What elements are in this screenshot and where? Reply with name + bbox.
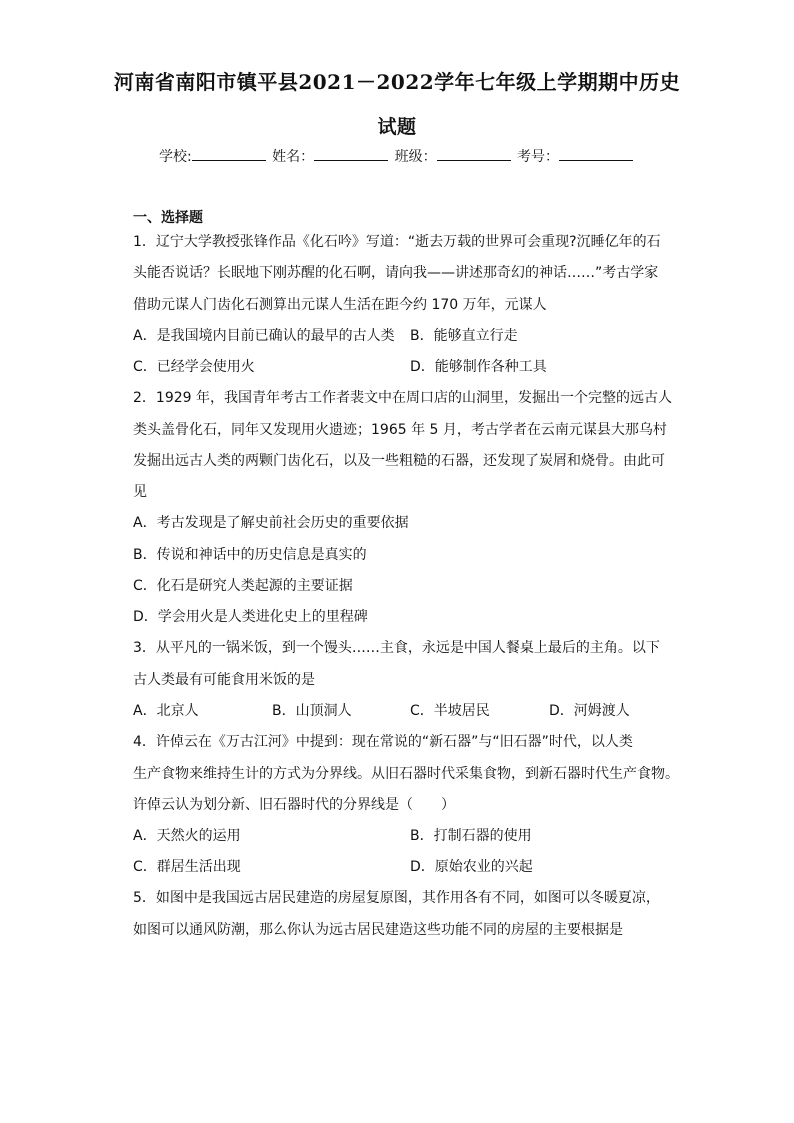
- question-2-line-1: 2．1929 年，我国青年考古工作者裴文中在周口店的山洞里，发掘出一个完整的远古人: [133, 390, 672, 406]
- student-info-row: [0, 146, 794, 166]
- question-4-option-b: B．打制石器的使用: [410, 828, 532, 844]
- question-4-line-2: 生产食物来维持生计的方式为分界线。从旧石器时代采集食物，到新石器时代生产食物。: [133, 766, 679, 782]
- question-2-line-4: 见: [133, 484, 147, 500]
- question-5-line-2: 如图可以通风防潮，那么你认为远古居民建造这些功能不同的房屋的主要根据是: [133, 922, 623, 938]
- question-3-option-d: D．河姆渡人: [549, 703, 630, 719]
- question-3-line-2: 古人类最有可能食用米饭的是: [133, 672, 315, 688]
- question-2-line-2: 类头盖骨化石，同年又发现用火遗迹；1965 年 5 月，考古学者在云南元谋县大那乌村: [133, 422, 667, 438]
- number-label: 考号：: [517, 149, 560, 165]
- school-blank[interactable]: [192, 148, 266, 161]
- exam-title-line2: 试题: [377, 116, 417, 138]
- question-4-option-d: D．原始农业的兴起: [410, 859, 533, 875]
- question-4-line-3: 许倬云认为划分新、旧石器时代的分界线是（ ）: [133, 797, 455, 813]
- question-4-option-c: C．群居生活出现: [133, 859, 241, 875]
- question-1-line-3: 借助元谋人门齿化石测算出元谋人生活在距今约 170 万年，元谋人: [133, 297, 547, 313]
- question-3-option-c: C．半坡居民: [410, 703, 490, 719]
- question-1-option-b: B．能够直立行走: [410, 328, 518, 344]
- question-1-option-d: D．能够制作各种工具: [410, 359, 547, 375]
- question-2-option-a: A．考古发现是了解史前社会历史的重要依据: [133, 515, 409, 531]
- question-2-line-3: 发掘出远古人类的两颗门齿化石，以及一些粗糙的石器，还发现了炭屑和烧骨。由此可: [133, 453, 665, 469]
- question-1-option-a: A．是我国境内目前已确认的最早的古人类: [133, 328, 395, 344]
- question-5-line-1: 5．如图中是我国远古居民建造的房屋复原图，其作用各有不同，如图可以冬暖夏凉，: [133, 890, 660, 906]
- school-label: 学校:: [158, 149, 192, 165]
- number-blank[interactable]: [559, 148, 633, 161]
- class-label: 班级：: [394, 149, 437, 165]
- question-2-option-b: B．传说和神话中的历史信息是真实的: [133, 547, 367, 563]
- question-1-line-1: 1．辽宁大学教授张锋作品《化石吟》写道：“逝去万载的世界可会重现?沉睡亿年的石: [133, 234, 661, 250]
- class-blank[interactable]: [437, 148, 511, 161]
- exam-title-line1: 河南省南阳市镇平县2021－2022学年七年级上学期期中历史: [113, 70, 681, 94]
- name-blank[interactable]: [314, 148, 388, 161]
- question-2-option-d: D．学会用火是人类进化史上的里程碑: [133, 609, 368, 625]
- question-4-line-1: 4．许倬云在《万古江河》中提到：现在常说的“新石器”与“旧石器”时代，以人类: [133, 734, 633, 750]
- question-3-option-b: B．山顶洞人: [272, 703, 352, 719]
- section-title: 一、选择题: [133, 210, 203, 226]
- question-3-line-1: 3．从平凡的一锅米饭，到一个馒头……主食，永远是中国人餐桌上最后的主角。以下: [133, 640, 660, 656]
- question-1-line-2: 头能否说话？长眠地下刚苏醒的化石啊，请向我——讲述那奇幻的神话……”考古学家: [133, 265, 659, 281]
- question-4-option-a: A．天然火的运用: [133, 828, 241, 844]
- name-label: 姓名：: [272, 149, 315, 165]
- question-2-option-c: C．化石是研究人类起源的主要证据: [133, 578, 353, 594]
- question-1-option-c: C．已经学会使用火: [133, 359, 255, 375]
- question-3-option-a: A．北京人: [133, 703, 199, 719]
